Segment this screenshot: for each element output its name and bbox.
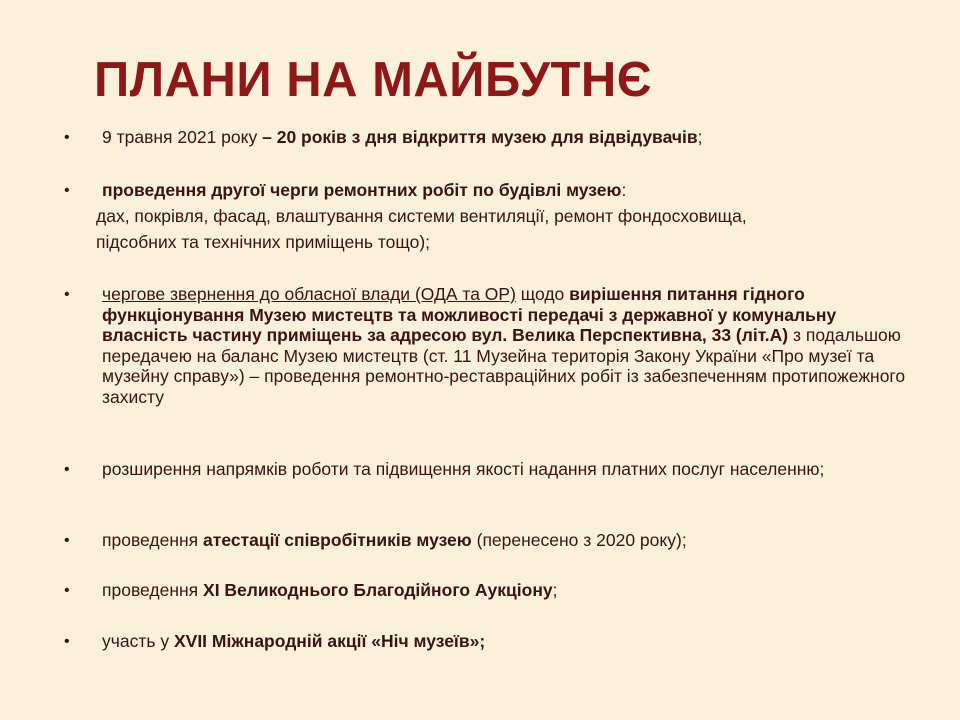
item-text: 9 травня 2021 року – 20 років з дня відкриття музею для відвідувачів; — [102, 127, 703, 147]
item-detail-line: дах, покрівля, фасад, влаштування системи вентиляції, ремонт фондосховища, — [96, 206, 747, 226]
item-text: проведення атестації співробітників музею (перенесено з 2020 року); — [102, 530, 687, 550]
bullet-icon: • — [64, 461, 70, 478]
item-text: проведення другої черги ремонтних робіт по будівлі музею: — [102, 180, 627, 200]
bullet-icon: • — [64, 582, 70, 599]
item-text: розширення напрямків роботи та підвищення якості надання платних послуг населенню; — [102, 459, 825, 479]
item-link-text: чергове звернення до обласної влади (ОДА та ОР) — [102, 284, 516, 304]
item-detail-line: підсобних та технічних приміщень тощо); — [96, 232, 431, 252]
item-text: чергове звернення до обласної влади (ОДА та ОР) щодо вирішення питання гідного функціонування Музею мистецтв та можливості передачі з державної у комунальну власність частину приміщень за адресою вул. Велика Перспективна, 33 (літ.А) з подальшою передачею на баланс Музею мистецтв (ст. 11 Музейна територія Закону України «Про музеї та музейну справу») – проведення ремонтно-реставраційних робіт із забезпеченням протипожежного захисту — [102, 284, 906, 407]
item-text: проведення ХІ Великоднього Благодійного Аукціону; — [102, 580, 558, 600]
page-title: ПЛАНИ НА МАЙБУТНЄ — [94, 53, 653, 107]
bullet-icon: • — [64, 286, 70, 303]
bullet-icon: • — [64, 129, 70, 146]
bullet-icon: • — [64, 182, 70, 199]
bullet-icon: • — [64, 532, 70, 549]
bullet-icon: • — [64, 633, 70, 650]
item-text: участь у XVII Міжнародній акції «Ніч музеїв»; — [102, 631, 486, 651]
